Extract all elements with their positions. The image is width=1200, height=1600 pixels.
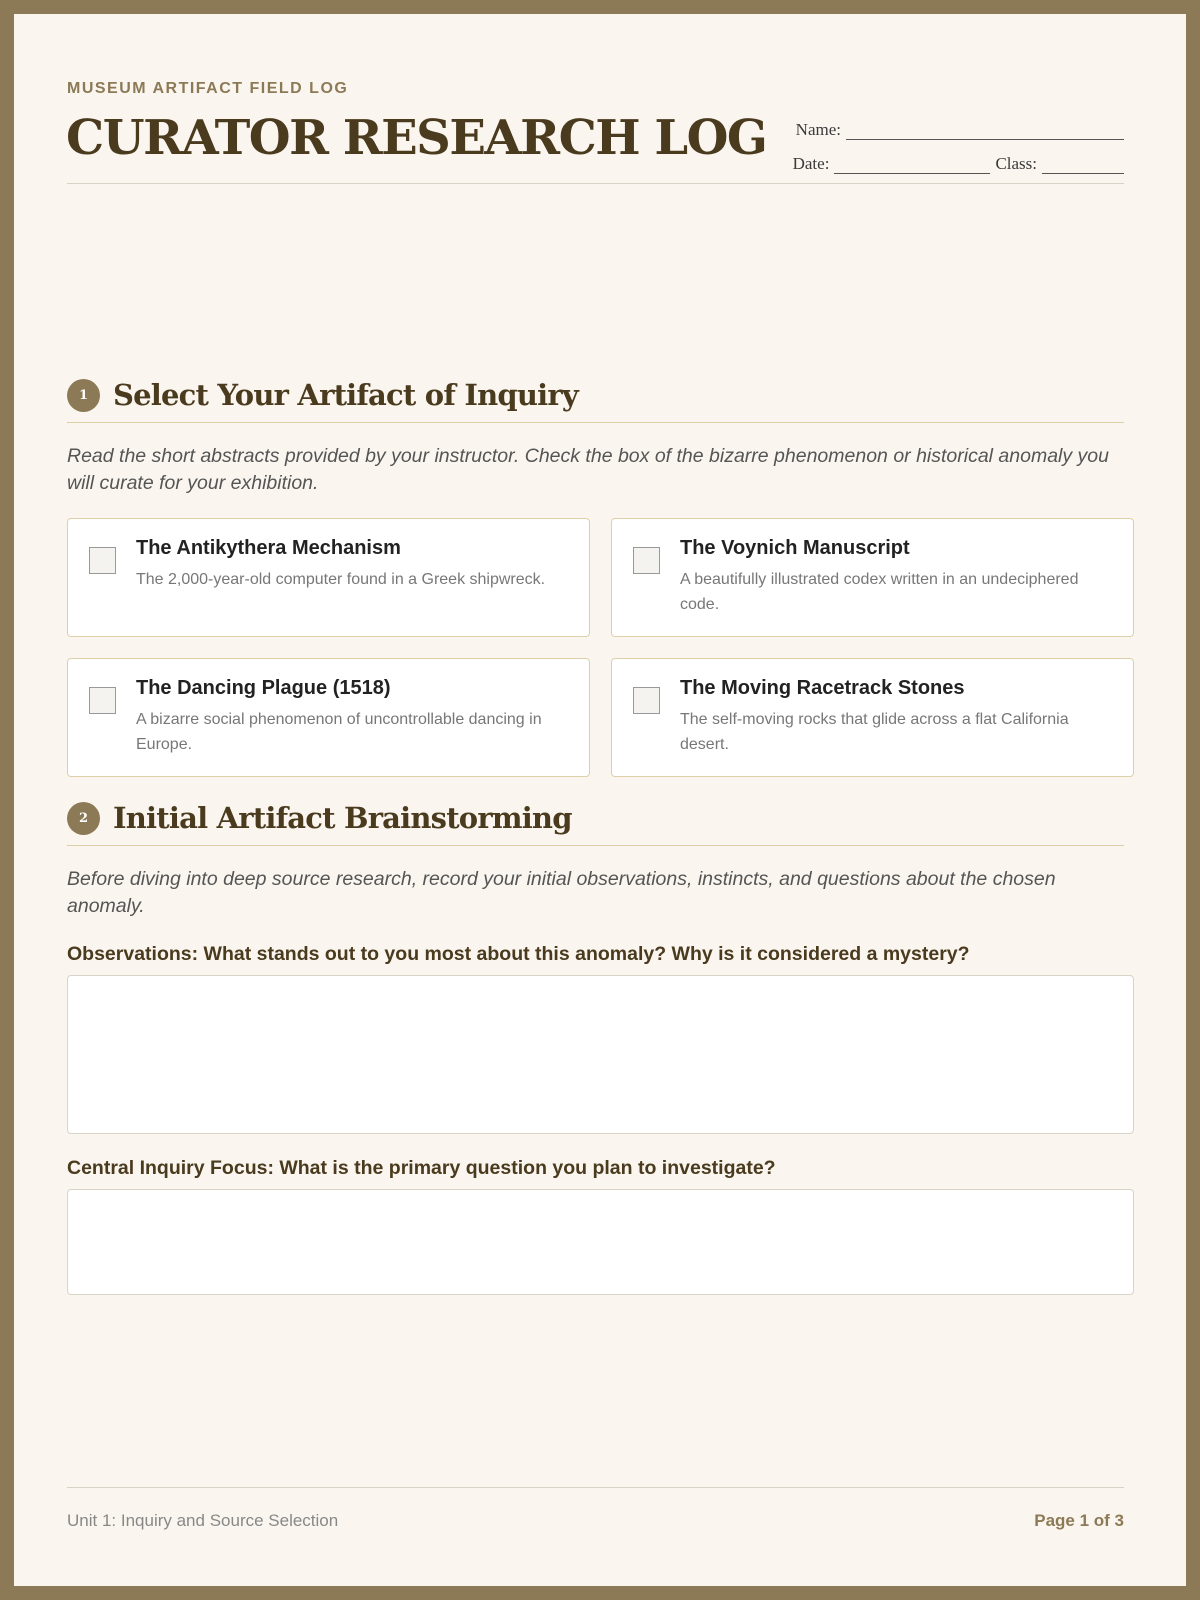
class-label: Class: <box>995 154 1037 173</box>
section-2-instructions: Before diving into deep source research, record your initial observations, instincts, and questions about the chosen anomaly. <box>67 868 1056 917</box>
artifact-option-card[interactable] <box>611 658 1134 777</box>
page-title: CURATOR RESEARCH LOG <box>66 110 767 166</box>
artifact-option-description: The 2,000-year-old computer found in a Greek shipwreck. <box>136 571 546 588</box>
inquiry-focus-answer-box[interactable] <box>67 1189 1134 1295</box>
section-2-heading <box>67 801 1124 846</box>
date-line[interactable] <box>834 156 990 174</box>
footer-unit-label: Unit 1: Inquiry and Source Selection <box>67 1511 339 1530</box>
inquiry-focus-question-label: Central Inquiry Focus: What is the primary question you plan to investigate? <box>67 1157 776 1179</box>
class-line[interactable] <box>1042 156 1124 174</box>
footer-divider <box>67 1487 1124 1488</box>
artifact-option-card[interactable] <box>67 658 590 777</box>
worksheet-page <box>14 14 1186 1586</box>
section-1-heading <box>67 378 1124 423</box>
section-1-number-badge: 1 <box>67 379 100 412</box>
page-number: Page 1 of 3 <box>1034 1511 1124 1530</box>
name-label: Name: <box>795 120 841 139</box>
artifact-option-title: The Antikythera Mechanism <box>136 537 401 559</box>
name-row <box>793 106 1124 140</box>
name-line[interactable] <box>846 122 1124 140</box>
artifact-option-title: The Dancing Plague (1518) <box>136 677 391 699</box>
artifact-option-title: The Voynich Manuscript <box>680 537 910 559</box>
artifact-option-card[interactable] <box>611 518 1134 637</box>
artifact-checkbox[interactable] <box>633 687 660 714</box>
artifact-checkbox[interactable] <box>89 547 116 574</box>
artifact-checkbox[interactable] <box>89 687 116 714</box>
artifact-option-title: The Moving Racetrack Stones <box>680 677 965 699</box>
observations-answer-box[interactable] <box>67 975 1134 1134</box>
section-1-title: Select Your Artifact of Inquiry <box>113 378 578 412</box>
artifact-checkbox[interactable] <box>633 547 660 574</box>
section-2-number-badge: 2 <box>67 802 100 835</box>
header-divider <box>67 183 1124 184</box>
artifact-option-description: A bizarre social phenomenon of uncontrollable dancing in Europe. <box>136 711 542 753</box>
date-class-row <box>793 140 1124 174</box>
date-label: Date: <box>792 154 830 173</box>
eyebrow-label: MUSEUM ARTIFACT FIELD LOG <box>67 80 349 97</box>
artifact-option-card[interactable] <box>67 518 590 637</box>
observations-question-label: Observations: What stands out to you most about this anomaly? Why is it considered a mystery? <box>67 943 970 965</box>
student-info <box>793 106 1124 174</box>
artifact-option-description: The self-moving rocks that glide across a flat California desert. <box>680 711 1069 753</box>
section-1-instructions: Read the short abstracts provided by your instructor. Check the box of the bizarre phenomenon or historical anomaly you will curate for your exhibition. <box>67 445 1109 494</box>
artifact-option-description: A beautifully illustrated codex written in an undeciphered code. <box>680 571 1079 613</box>
section-2-title: Initial Artifact Brainstorming <box>113 801 572 835</box>
